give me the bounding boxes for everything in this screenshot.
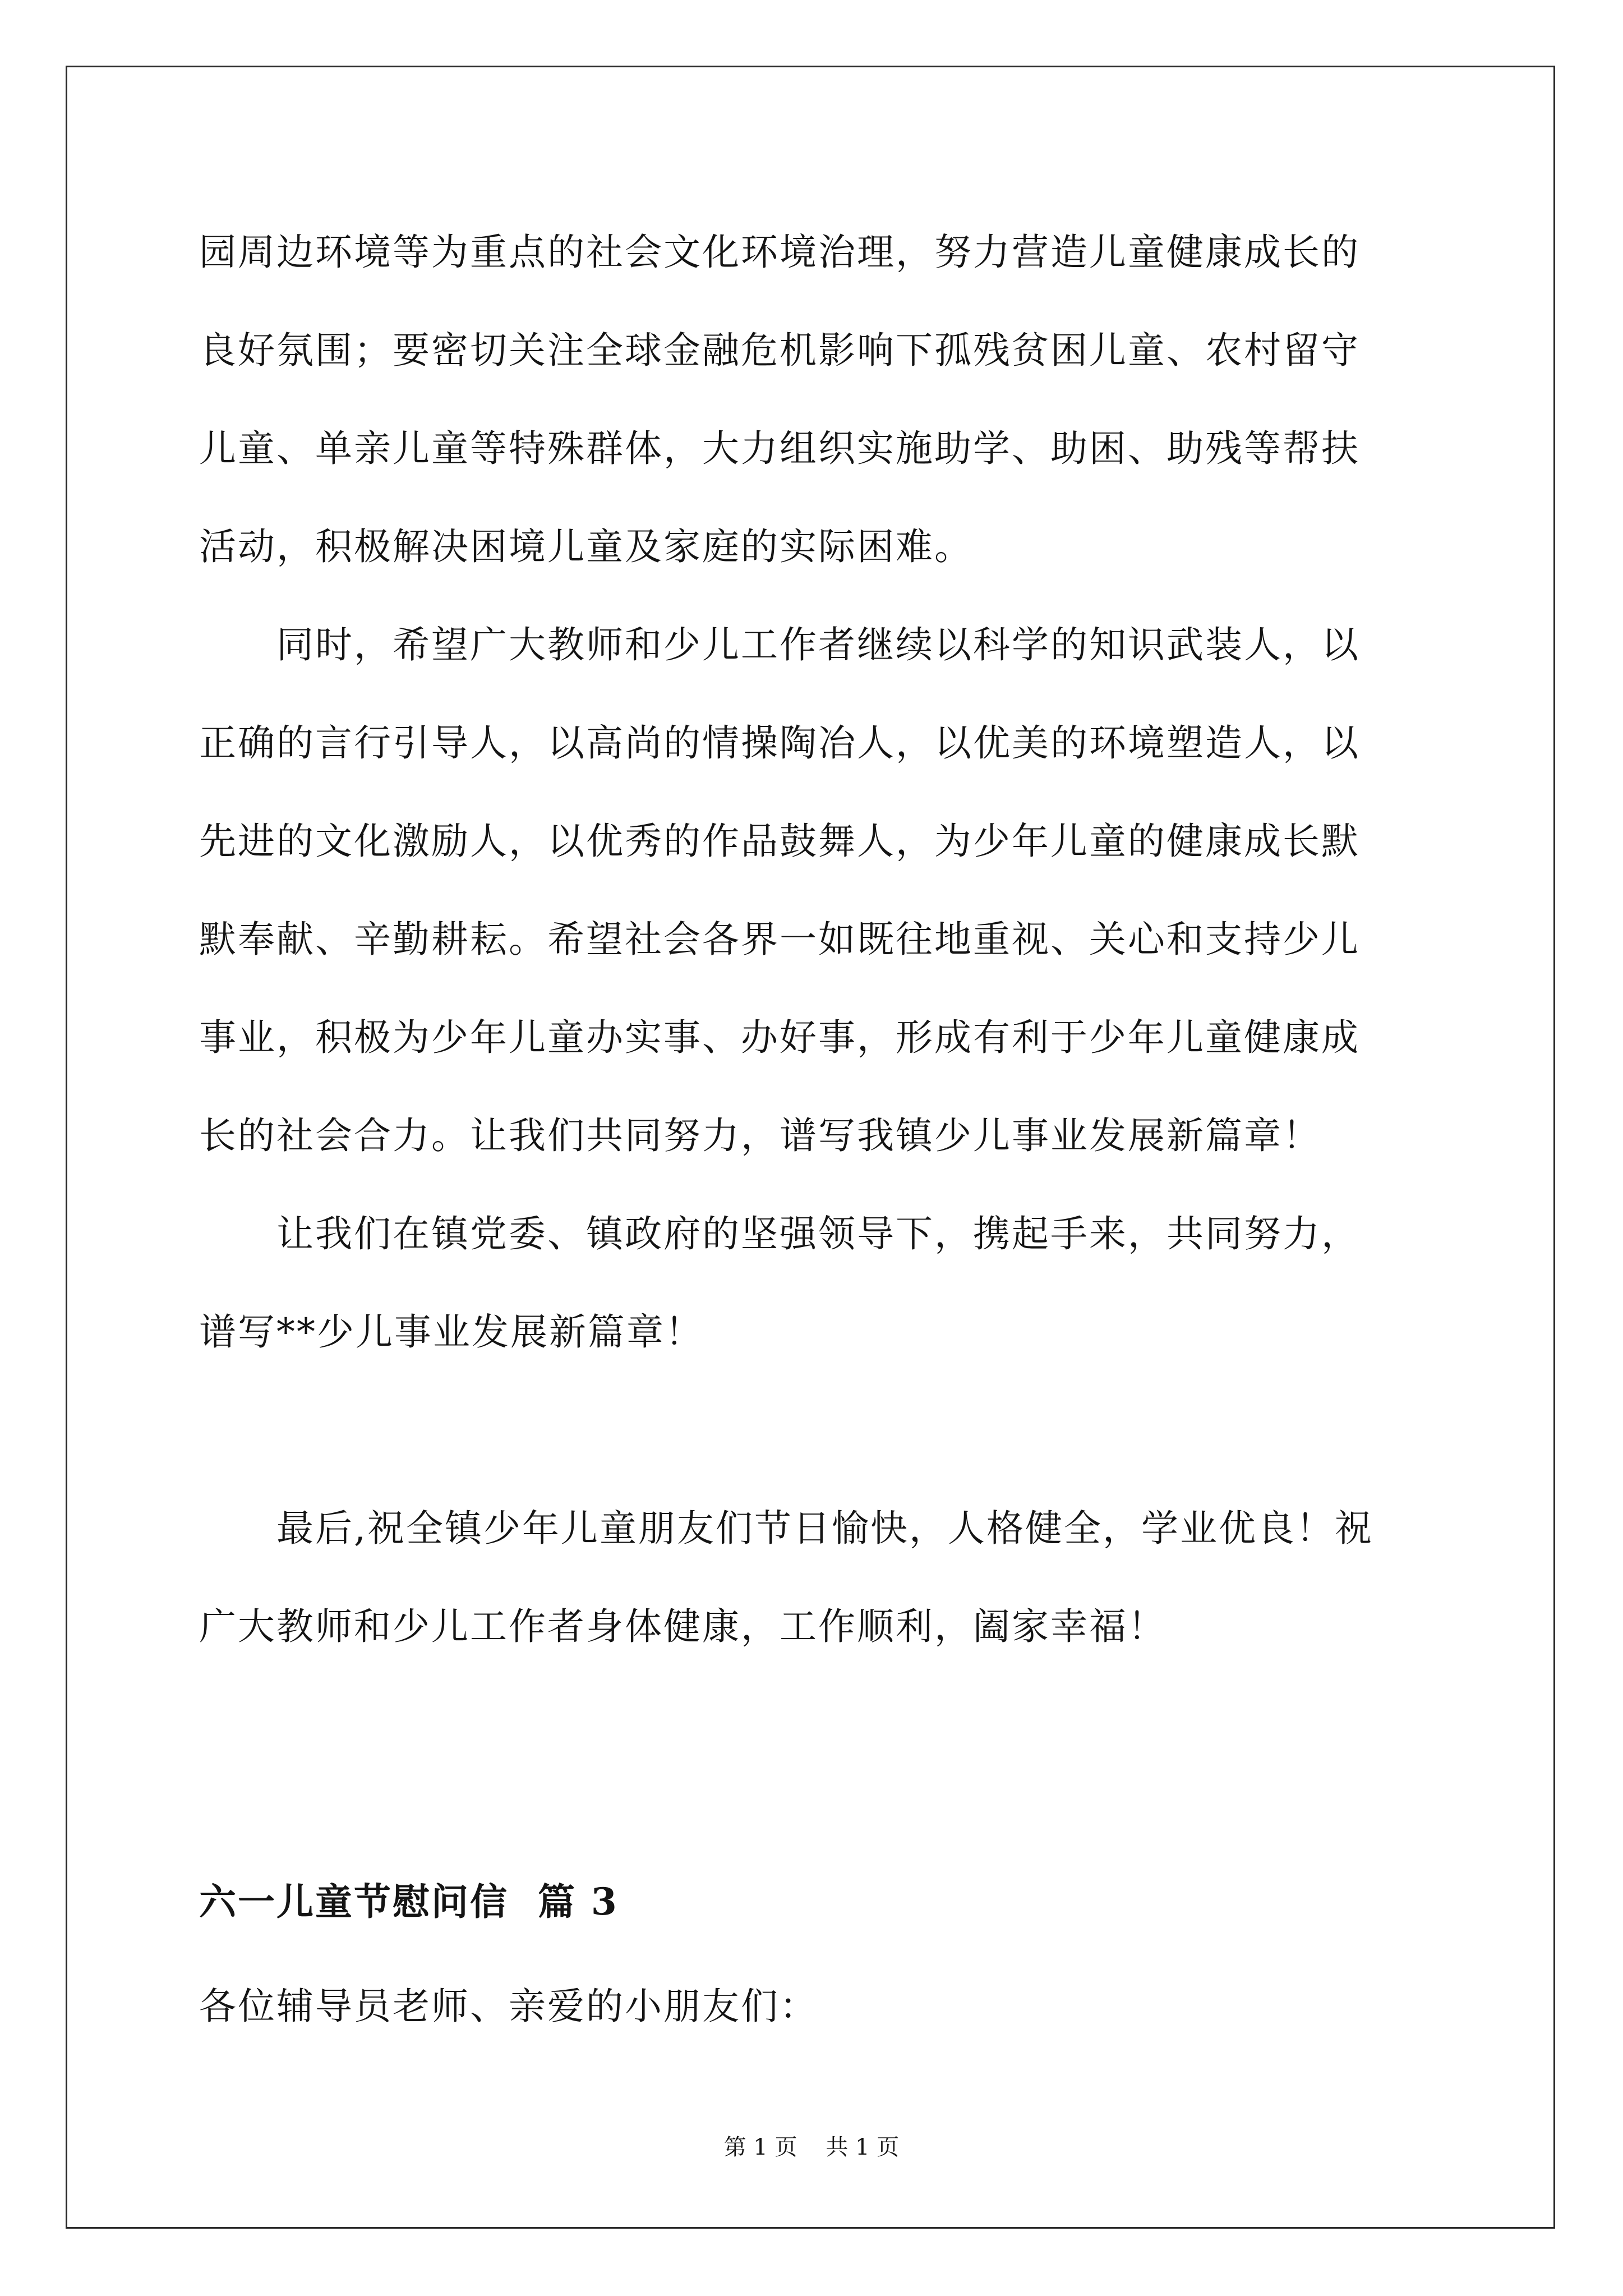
page-number-footer: 第 1 页 共 1 页 xyxy=(723,2134,900,2160)
salutation: 各位辅导员老师、亲爱的小朋友们： xyxy=(199,1985,818,2028)
section-heading: 六一儿童节慰问信 篇 3 xyxy=(199,1880,619,1924)
paragraph-2: 同时，希望广大教师和少儿工作者继续以科学的知识武装人，以 正确的言行引导人，以高尚的情操陶冶人，以优美的环境塑造人，以 先进的文化激励人，以优秀的作品鼓舞人，为少年儿童的健康成长默 默奉献、辛勤耕耘。希望社会各界一如既往地重视、关心和支持少儿 事业，积极为少年儿童办实事、办好事，形成有利于少年儿童健康成 长的社会合力。让我们共同努力，谱写我镇少儿事业发展新篇章！ xyxy=(199,623,1360,1157)
paragraph-1: 园周边环境等为重点的社会文化环境治理，努力营造儿童健康成长的 良好氛围；要密切关注全球金融危机影响下孤残贫困儿童、农村留守 儿童、单亲儿童等特殊群体，大力组织实施助学、助困、助残等帮扶 活动，积极解决困境儿童及家庭的实际困难。 xyxy=(199,231,1360,568)
paragraph-3: 让我们在镇党委、镇政府的坚强领导下，携起手来，共同努力， 谱写**少儿事业发展新篇章！ xyxy=(199,1212,1360,1354)
paragraph-4: 最后,祝全镇少年儿童朋友们节日愉快，人格健全，学业优良！祝 广大教师和少儿工作者身体健康，工作顺利，阖家幸福！ xyxy=(199,1507,1373,1648)
